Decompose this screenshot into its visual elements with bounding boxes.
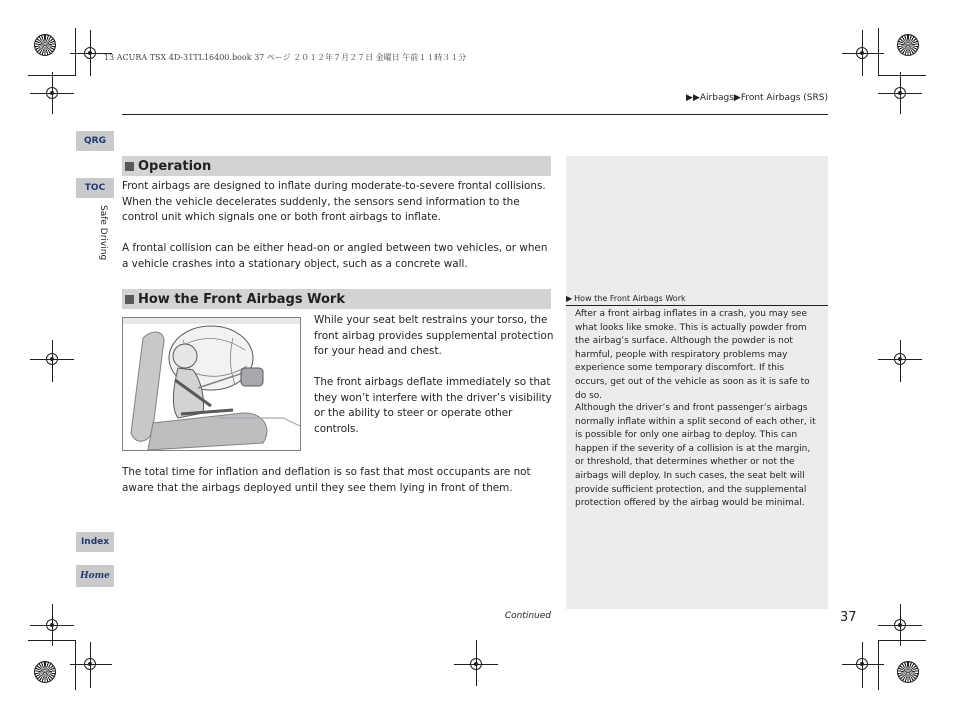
print-header: 13 ACURA TSX 4D-31TL16400.book 37 ページ ２０１２年７月２７日 金曜日 午前１１時３１分 [104,53,467,62]
heading-square-icon [125,295,134,304]
operation-paragraph-1: Front airbags are designed to inflate during moderate-to-severe frontal collisions. When the vehicle decelerates suddenly, the sensors send information to the control unit which signals one or both front airbags to inflate. [122,180,546,224]
how-work-heading-text: How the Front Airbags Work [138,291,345,307]
how-work-paragraph-2: The front airbags deflate immediately so that they won’t interfere with the driver’s visibility or the ability to steer or operate other controls. [314,376,552,435]
home-button[interactable] [76,565,114,587]
side-section-label: Safe Driving [98,205,108,261]
breadcrumb-link-airbags[interactable]: Airbags [699,93,734,103]
note-heading-text: How the Front Airbags Work [574,293,686,303]
operation-heading-text: Operation [138,158,212,174]
continued-label: Continued [504,611,551,621]
how-work-heading [122,289,551,309]
breadcrumb-current: Front Airbags (SRS) [740,93,828,103]
header-rule [122,114,828,115]
breadcrumb-separator: ▶ [733,93,741,103]
note-paragraph-1: After a front airbag inflates in a crash, you may see what looks like smoke. This is actually powder from the airbag’s surface. Although the powder is not harmful, people with respiratory problems may experience some temporary discomfort. If this occurs, get out of the vehicle as soon as it is safe to do so. [575,309,810,401]
breadcrumb [686,93,828,103]
toc-button[interactable]: TOC [76,178,114,198]
home-label: Home [80,571,110,581]
how-work-paragraph-3: The total time for inflation and deflation is so fast that most occupants are not aware that the airbags deployed until they see them lying in front of them. [122,466,531,494]
airbag-illustration [122,317,301,451]
airbag-deployment-image [123,318,300,450]
heading-square-icon [125,162,134,171]
note-arrow-icon: ▶ [566,293,573,303]
how-work-paragraph-1: While your seat belt restrains your torso, the front airbag provides supplemental protection for your head and chest. [314,314,554,358]
page-number: 37 [840,610,857,625]
note-paragraph-2: Although the driver’s and front passenger’s airbags normally inflate within a split second of each other, it is possible for only one airbag to deploy. This can happen if the severity of a collision is at the margin, or threshold, that determines whether or not the airbags will deploy. In such cases, the seat belt will provide sufficient protection, and the supplemental protection offered by the airbag would be minimal. [575,403,816,509]
note-heading [566,291,828,306]
operation-heading [122,156,551,176]
breadcrumb-arrows: ▶▶ [686,93,700,103]
qrg-button[interactable]: QRG [76,131,114,151]
operation-paragraph-2: A frontal collision can be either head-on or angled between two vehicles, or when a vehicle crashes into a stationary object, such as a concrete wall. [122,242,548,270]
index-button[interactable]: Index [76,532,114,552]
